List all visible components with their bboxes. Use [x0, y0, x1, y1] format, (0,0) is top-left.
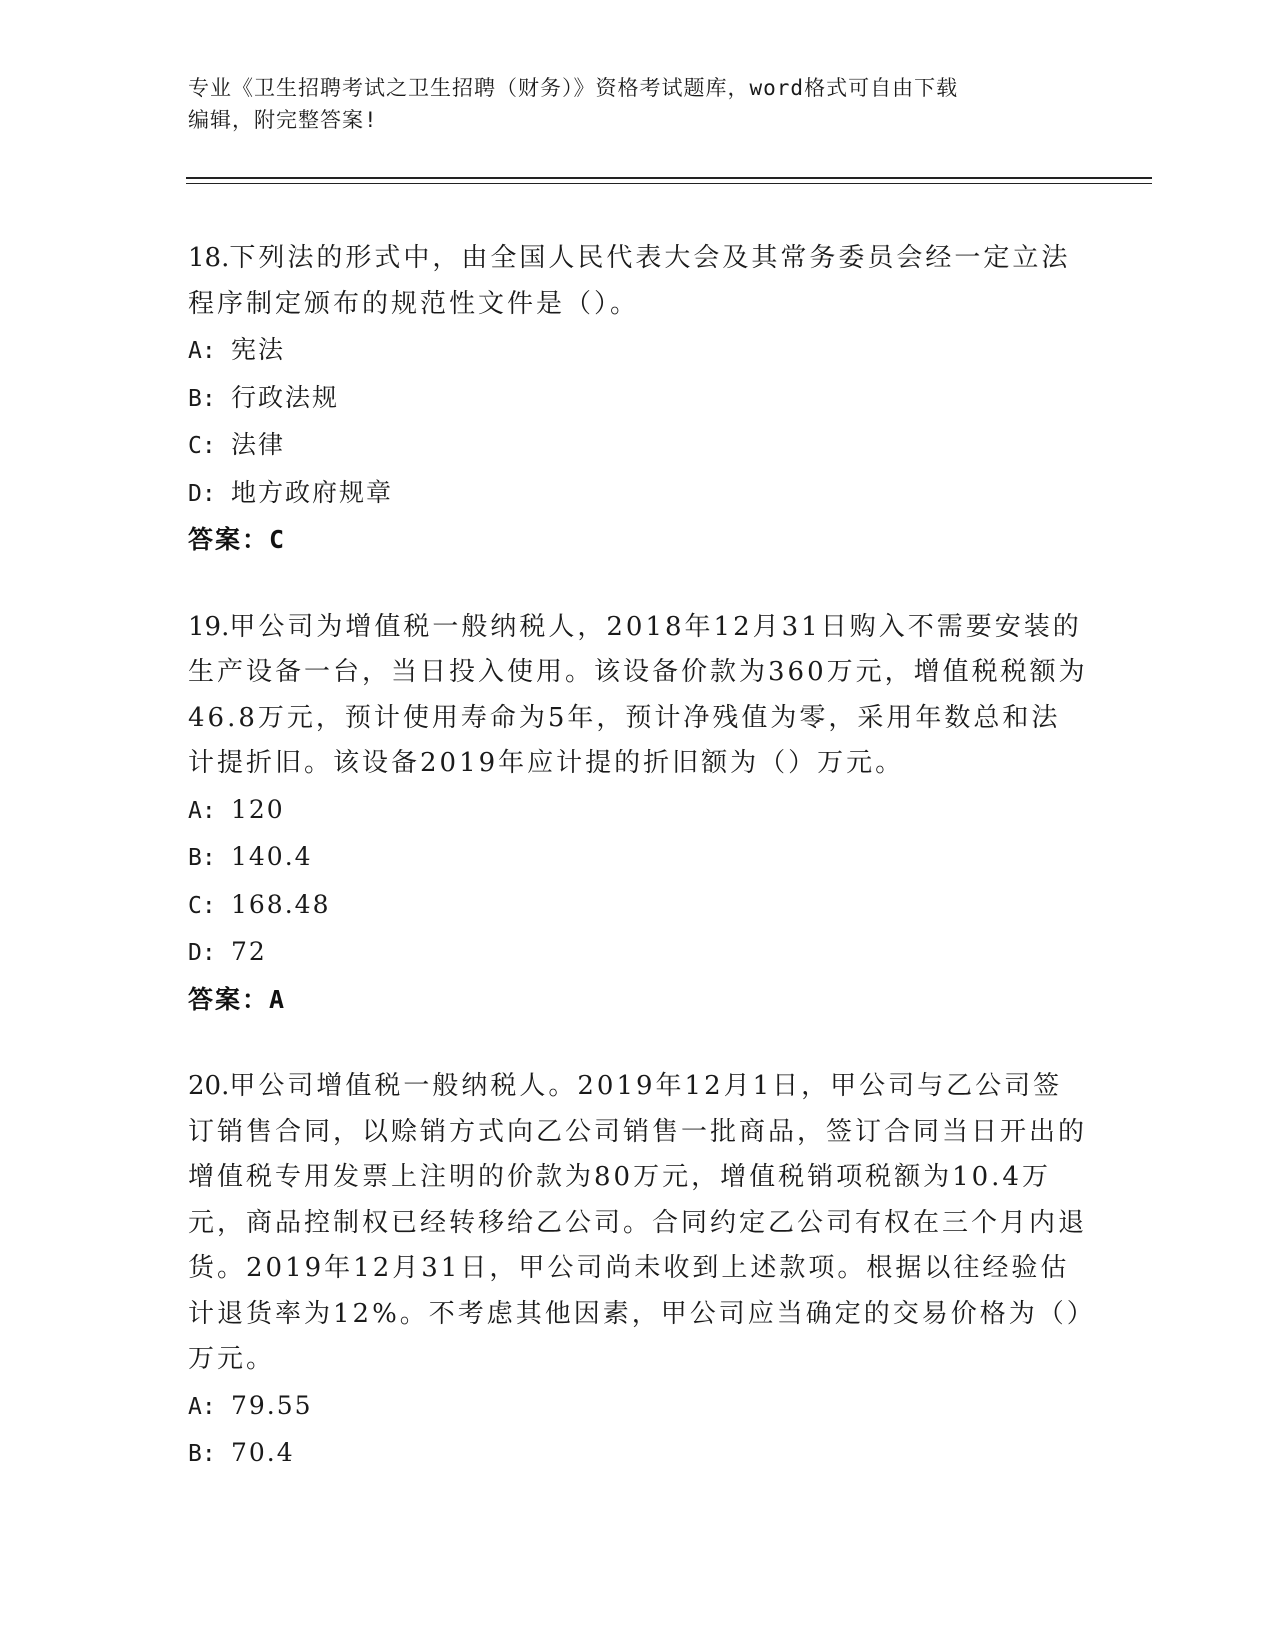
option-a [188, 787, 1088, 835]
option-text: 140.4 [231, 842, 313, 871]
option-text: 行政法规 [231, 382, 340, 412]
option-letter: B: [188, 385, 216, 412]
option-text: 168.48 [231, 889, 331, 919]
question-number: 18. [188, 243, 230, 273]
option-letter: B: [188, 1441, 216, 1467]
option-letter: A: [188, 1393, 216, 1420]
header-line-1: 专业《卫生招聘考试之卫生招聘（财务）》资格考试题库，word格式可自由下载 [188, 76, 959, 100]
option-text: 79.55 [231, 1390, 313, 1420]
option-text: 地方政府规章 [231, 477, 394, 507]
option-text: 宪法 [231, 335, 286, 364]
question-list [188, 236, 1088, 1520]
option-c [188, 422, 1088, 470]
option-a [188, 1383, 1088, 1431]
option-letter: B: [188, 845, 216, 871]
option-text: 法律 [231, 430, 286, 459]
answer-value: A [269, 984, 287, 1014]
option-text: 120 [231, 794, 285, 824]
option-c [188, 882, 1088, 930]
option-text: 72 [231, 937, 267, 966]
option-letter: C: [188, 892, 216, 919]
option-a [188, 327, 1088, 375]
option-d [188, 470, 1088, 518]
answer-line [188, 977, 1088, 1023]
option-b [188, 1430, 1088, 1478]
option-letter: C: [188, 433, 216, 459]
answer-label: 答案： [188, 984, 270, 1014]
question-number: 19. [188, 611, 230, 642]
question-body: 甲公司增值税一般纳税人。2019年12月1日，甲公司与乙公司签订销售合同，以赊销方式向乙公司销售一批商品，签订合同当日开出的增值税专用发票上注明的价款为80万元，增值税销项税额为10.4万元，商品控制权已经转移给乙公司。合同约定乙公司有权在三个月内退货。2019年12月31日，甲公司尚未收到上述款项。根据以往经验估计退货率为12%。不考虑其他因素，甲公司应当确定的交易价格为（）万元。 [188, 1071, 1088, 1374]
answer-label: 答案： [188, 525, 270, 554]
answer-value: C [269, 525, 287, 554]
question-body: 下列法的形式中，由全国人民代表大会及其常务委员会经一定立法程序制定颁布的规范性文件是（）。 [188, 243, 1071, 319]
question-18 [188, 236, 1088, 563]
question-body: 甲公司为增值税一般纳税人，2018年12月31日购入不需要安装的生产设备一台，当日投入使用。该设备价款为360万元，增值税税额为46.8万元，预计使用寿命为5年，预计净残值为零，采用年数总和法计提折旧。该设备2019年应计提的折旧额为（）万元。 [188, 611, 1088, 778]
question-20 [188, 1064, 1088, 1478]
option-b [188, 834, 1088, 882]
option-b [188, 375, 1088, 423]
option-letter: A: [188, 797, 216, 824]
question-19 [188, 605, 1088, 1023]
question-text [188, 605, 1088, 787]
header-divider [186, 177, 1152, 179]
answer-line [188, 517, 1088, 563]
option-letter: A: [188, 338, 216, 364]
option-letter: D: [188, 480, 216, 507]
option-text: 70.4 [231, 1438, 295, 1467]
option-letter: D: [188, 940, 216, 966]
header-divider-thin [186, 183, 1152, 184]
document-header [188, 72, 1068, 136]
option-d [188, 929, 1088, 977]
question-text [188, 236, 1088, 327]
question-number: 20. [188, 1071, 230, 1101]
header-line-2: 编辑，附完整答案! [188, 108, 378, 132]
question-text [188, 1064, 1088, 1383]
